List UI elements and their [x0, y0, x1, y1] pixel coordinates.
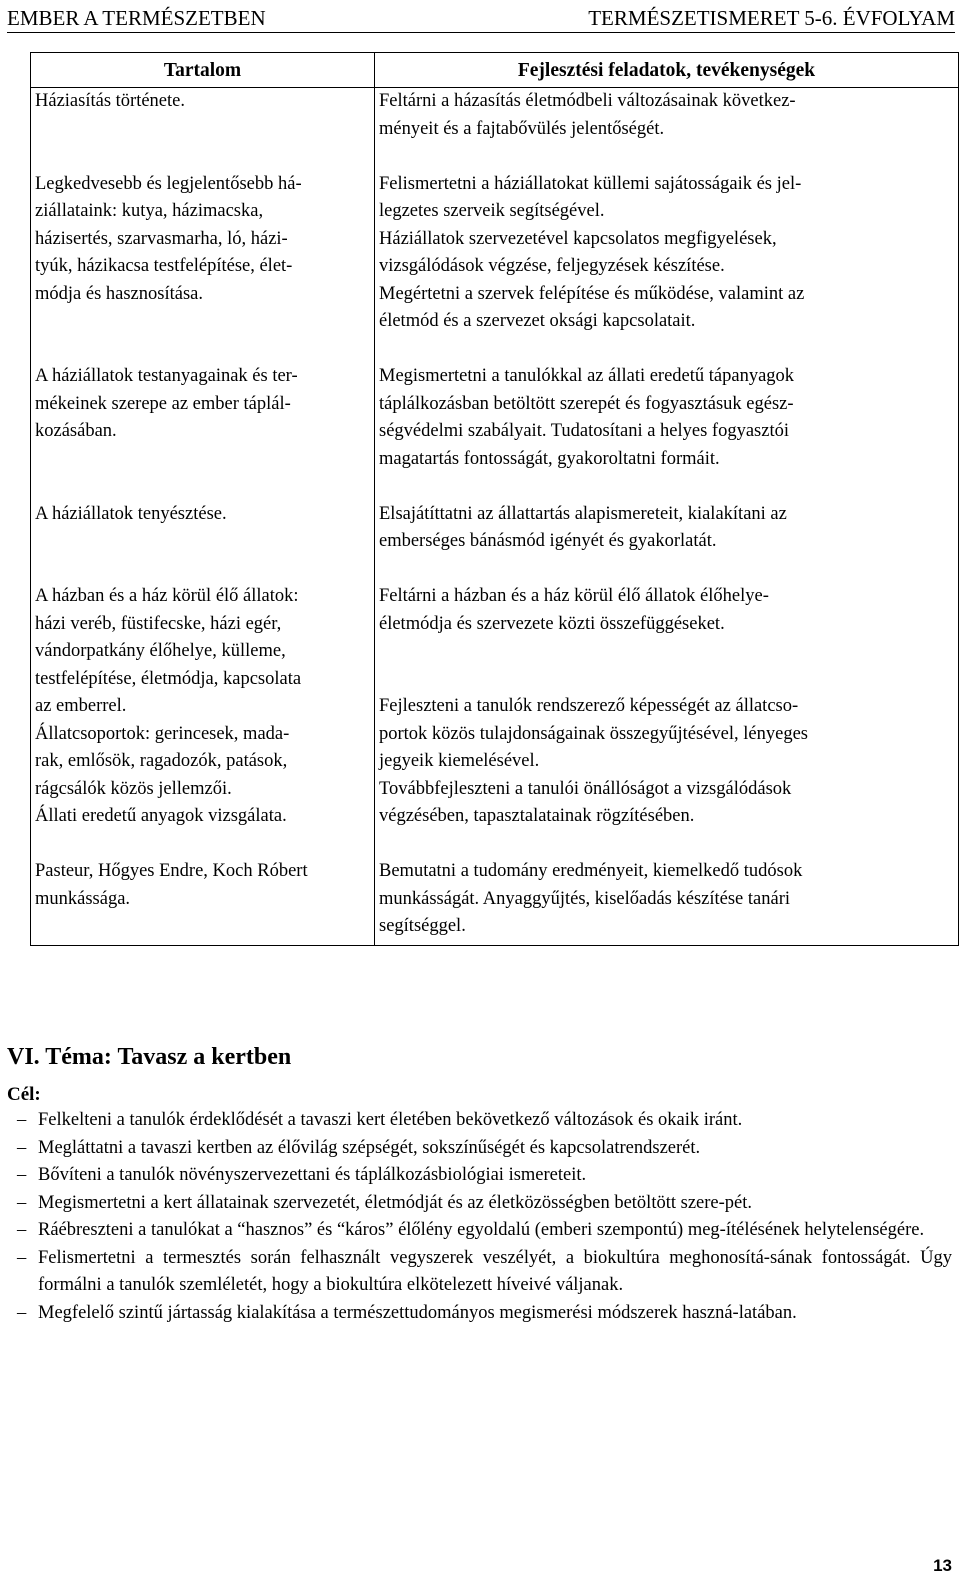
task-cell — [375, 88, 959, 171]
goal-text: Megismertetni a kert állatainak szervezetét, életmódját és az életközösségben betöltött szere-pét. — [38, 1192, 752, 1213]
cell-line: Megértetni a szervek felépítése és működése, valamint az — [379, 283, 805, 304]
table-row — [31, 171, 959, 364]
section-title: VI. Téma: Tavasz a kertben — [7, 1044, 292, 1070]
task-cell — [375, 858, 959, 945]
dash-bullet: – — [17, 1192, 27, 1213]
cell-line: Elsajátíttatni az állattartás alapismereteit, kialakítani az — [379, 503, 787, 524]
cell-line: ményeit és a fajtabővülés jelentőségét. — [379, 118, 665, 139]
goal-text: Felkelteni a tanulók érdeklődését a tavaszi kert életében bekövetkező változások és okaik iránt. — [38, 1110, 743, 1130]
cell-line: segítséggel. — [379, 916, 466, 936]
task-cell — [375, 363, 959, 501]
cell-line: Állati eredetű anyagok vizsgálata. — [35, 806, 287, 826]
page-header — [7, 4, 955, 33]
task-cell — [375, 171, 959, 364]
goal-text: Megláttatni a tavaszi kertben az élővilág szépségét, sokszínűségét és kapcsolatrendszerét. — [38, 1137, 701, 1158]
cell-line: Pasteur, Hőgyes Endre, Koch Róbert — [35, 861, 308, 881]
page-number: 13 — [933, 1556, 952, 1575]
spacer — [379, 336, 954, 364]
cell-line: módja és hasznosítása. — [35, 283, 203, 304]
cell-line: Állatcsoportok: gerincesek, mada- — [35, 723, 290, 744]
cell-line: rágcsálók közös jellemzői. — [35, 778, 232, 799]
table-row — [31, 363, 959, 501]
cell-line: vizsgálódások végzése, feljegyzések készítése. — [379, 256, 725, 276]
spacer — [379, 143, 954, 171]
content-cell — [31, 858, 375, 945]
cell-line — [379, 638, 954, 666]
cell-line: portok közös tulajdonságainak összegyűjtésével, lényeges — [379, 723, 808, 744]
cell-line: A házban és a ház körül élő állatok: — [35, 586, 299, 606]
cell-line: vándorpatkány élőhelye, külleme, — [35, 641, 286, 661]
goal-text: Bővíteni a tanulók növényszervezettani és táplálkozásbiológiai ismereteit. — [38, 1165, 587, 1185]
spacer — [35, 446, 370, 474]
cell-line: az emberrel. — [35, 696, 127, 716]
cell-line — [379, 666, 954, 694]
column-header-tasks: Fejlesztési feladatok, tevékenységek — [375, 53, 959, 88]
spacer — [35, 116, 370, 144]
header-left-title: EMBER A TERMÉSZETBEN — [7, 6, 266, 30]
spacer — [35, 831, 370, 859]
dash-bullet: – — [17, 1165, 27, 1185]
dash-bullet: – — [17, 1247, 27, 1268]
cell-line: életmód és a szervezet oksági kapcsolatait. — [379, 311, 696, 331]
content-cell — [31, 171, 375, 364]
cell-line: A háziállatok testanyagainak és ter- — [35, 366, 298, 386]
cell-line: Háziállatok szervezetével kapcsolatos megfigyelések, — [379, 228, 777, 249]
curriculum-table — [30, 52, 959, 946]
goal-item — [7, 1135, 952, 1163]
content-cell — [31, 583, 375, 858]
cell-line: munkásságát. Anyaggyűjtés, kiselőadás készítése tanári — [379, 888, 791, 909]
cell-line: kozásában. — [35, 421, 117, 441]
content-cell — [31, 501, 375, 584]
cell-line: Megismertetni a tanulókkal az állati eredetű tápanyagok — [379, 366, 795, 386]
cell-line: Háziasítás története. — [35, 91, 185, 111]
cell-line: életmódja és szervezete közti összefüggéseket. — [379, 613, 725, 634]
goal-item — [7, 1190, 952, 1218]
spacer — [35, 308, 370, 336]
topic-section — [7, 1042, 952, 1327]
goal-item — [7, 1245, 952, 1300]
cell-line: Fejleszteni a tanulók rendszerező képességét az állatcso- — [379, 696, 799, 716]
spacer — [379, 831, 954, 859]
column-header-content: Tartalom — [31, 53, 375, 88]
table-row — [31, 583, 959, 858]
goal-list — [7, 1107, 952, 1327]
task-cell — [375, 501, 959, 584]
cell-line: Felismertetni a háziállatokat küllemi sajátosságaik és jel- — [379, 173, 802, 194]
cell-line: Bemutatni a tudomány eredményeit, kiemelkedő tudósok — [379, 861, 803, 881]
goal-item — [7, 1107, 952, 1135]
cell-line: Feltárni a házban és a ház körül élő állatok élőhelye- — [379, 586, 769, 606]
cell-line: jegyeik kiemelésével. — [379, 751, 540, 771]
goal-item — [7, 1300, 952, 1328]
cell-line: házisertés, szarvasmarha, ló, házi- — [35, 228, 288, 249]
cell-line: munkássága. — [35, 888, 131, 909]
cell-line: mékeinek szerepe az ember táplál- — [35, 393, 291, 414]
table-row — [31, 501, 959, 584]
goal-text: Ráébreszteni a tanulókat a “hasznos” és “káros” élőlény egyoldalú (emberi szempontú) meg-ítélésének helytelenségére. — [38, 1220, 925, 1240]
table-row — [31, 858, 959, 945]
spacer — [379, 473, 954, 501]
content-cell — [31, 363, 375, 501]
goal-item — [7, 1162, 952, 1190]
cell-line: táplálkozásban betöltött szerepét és fogyasztásuk egész- — [379, 393, 794, 414]
cell-line: rak, emlősök, ragadozók, patások, — [35, 751, 288, 771]
cell-line: Továbbfejleszteni a tanulói önállóságot a vizsgálódások — [379, 778, 792, 799]
cell-line: Feltárni a házasítás életmódbeli változásainak következ- — [379, 91, 796, 111]
goal-text: Felismertetni a termesztés során felhasznált vegyszerek veszélyét, a biokultúra meghonosítá-sának fontosságát. Úgy formálni a tanulók szemléletét, hogy a biokultúra elkötelezett híveivé váljanak. — [38, 1247, 952, 1295]
cell-line: ziállataink: kutya, házimacska, — [35, 201, 264, 221]
header-right-title: TERMÉSZETISMERET 5-6. ÉVFOLYAM — [588, 6, 955, 30]
table-row — [31, 88, 959, 171]
cell-line: házi veréb, füstifecske, házi egér, — [35, 613, 282, 634]
table-header-row — [31, 53, 959, 88]
dash-bullet: – — [17, 1220, 27, 1240]
cell-line: emberséges bánásmód igényét és gyakorlatát. — [379, 531, 717, 551]
cell-line: Legkedvesebb és legjelentősebb há- — [35, 173, 302, 194]
goal-text: Megfelelő szintű jártasság kialakítása a természettudományos megismerési módszerek haszná-latában. — [38, 1302, 797, 1323]
cell-line: A háziállatok tenyésztése. — [35, 503, 227, 524]
cell-line: legzetes szerveik segítségével. — [379, 201, 605, 221]
goal-label: Cél: — [7, 1084, 41, 1105]
goal-item — [7, 1217, 952, 1245]
dash-bullet: – — [17, 1302, 27, 1323]
cell-line: végzésében, tapasztalatainak rögzítésében. — [379, 806, 695, 826]
cell-line: magatartás fontosságát, gyakoroltatni formáit. — [379, 448, 720, 469]
dash-bullet: – — [17, 1137, 27, 1158]
dash-bullet: – — [17, 1110, 27, 1130]
cell-line: ségvédelmi szabályait. Tudatosítani a helyes fogyasztói — [379, 421, 789, 441]
task-cell — [375, 583, 959, 858]
content-cell — [31, 88, 375, 171]
cell-line: tyúk, házikacsa testfelépítése, élet- — [35, 256, 293, 276]
cell-line: testfelépítése, életmódja, kapcsolata — [35, 668, 302, 689]
spacer — [379, 556, 954, 584]
spacer — [35, 528, 370, 556]
